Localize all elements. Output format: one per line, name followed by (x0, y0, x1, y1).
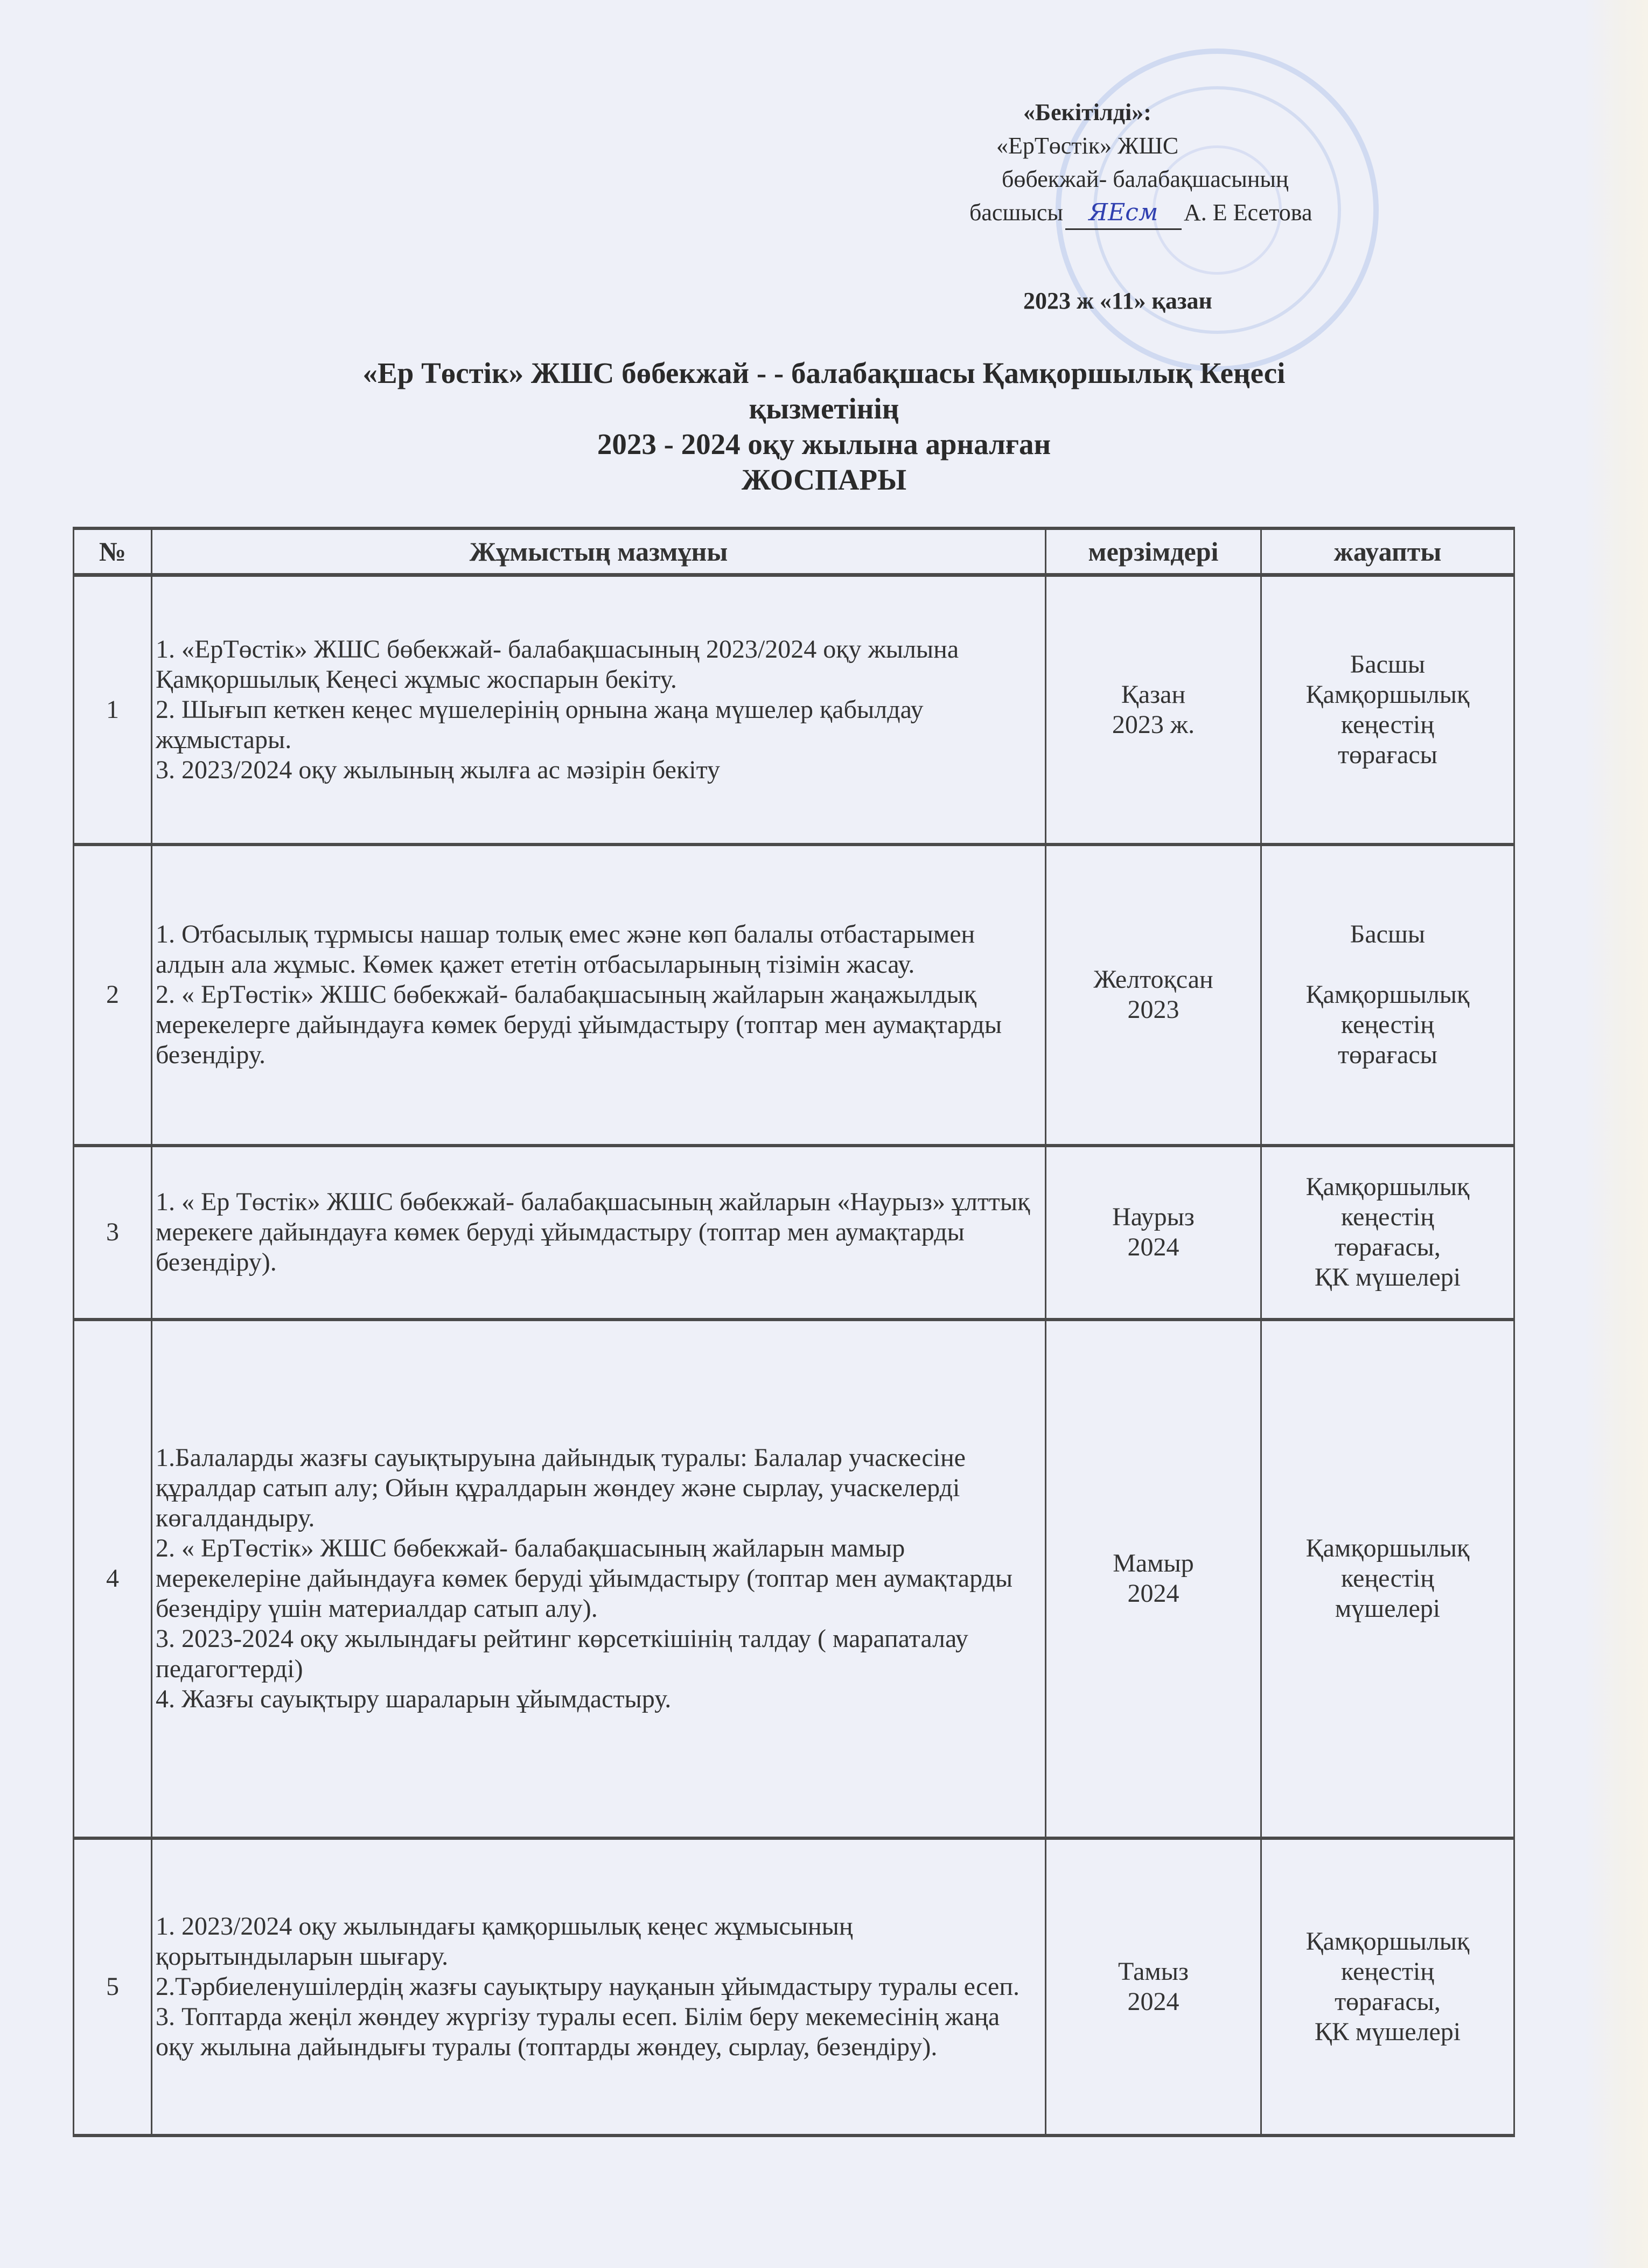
content-item: 2.Тәрбиеленушілердің жазғы сауықтыру науқанын ұйымдастыру туралы есеп. (156, 1972, 1020, 2001)
approval-org-2: бөбекжай- балабақшасының (1002, 166, 1289, 192)
row-num: 3 (74, 1146, 152, 1320)
header-responsible: жауапты (1261, 528, 1514, 575)
row-deadline (1046, 1146, 1261, 1320)
content-item: 1. 2023/2024 оқу жылындағы қамқоршылық кеңес жұмысының қорытындыларын шығару. (156, 1911, 853, 1971)
content-item: 3. Топтарда жеңіл жөндеу жүргізу туралы есеп. Білім беру мекемесінің жаңа оқу жылына дайындығы туралы (топтарды жөндеу, сырлау, безендіру). (156, 2002, 1000, 2061)
table-row (74, 1838, 1514, 2136)
table-row (74, 1320, 1514, 1838)
table-row (74, 845, 1514, 1146)
row-content (152, 1320, 1046, 1838)
deadline-month: Наурыз (1112, 1203, 1195, 1231)
row-responsible (1261, 845, 1514, 1146)
row-deadline (1046, 845, 1261, 1146)
responsible-line: Қамқоршылық (1305, 1927, 1470, 1956)
responsible-line: төрағасы, (1335, 1233, 1441, 1261)
responsible-gap (1265, 950, 1510, 980)
responsible-line: Қамқоршылық (1305, 980, 1470, 1009)
responsible-line: ҚК мүшелері (1314, 2017, 1461, 2046)
responsible-line: мүшелері (1335, 1594, 1441, 1623)
deadline-month: Желтоқсан (1093, 965, 1213, 994)
doc-title-line-2: қызметінің (749, 392, 899, 425)
content-item: 2. Шығып кеткен кеңес мүшелерінің орнына жаңа мүшелер қабылдау жұмыстары. (156, 695, 924, 754)
responsible-line: Қамқоршылық (1305, 1534, 1470, 1562)
row-responsible (1261, 1146, 1514, 1320)
row-num: 1 (74, 575, 152, 845)
responsible-line: Қамқоршылық (1305, 680, 1470, 709)
deadline-year: 2024 (1127, 1233, 1179, 1261)
table-row (74, 575, 1514, 845)
content-item: 2. « ЕрТөстік» ЖШС бөбекжай- балабақшасының жайларын жаңажылдық мерекелерге дайындауға көмек беруді ұйымдастыру (топтар мен аумақтарды безендіру. (156, 980, 1002, 1069)
row-content (152, 845, 1046, 1146)
row-responsible (1261, 1838, 1514, 2136)
responsible-line: ҚК мүшелері (1314, 1263, 1461, 1292)
header-num: № (74, 528, 152, 575)
content-item: 4. Жазғы сауықтыру шараларын ұйымдастыру. (156, 1685, 672, 1713)
header-content: Жұмыстың мазмұны (152, 528, 1046, 575)
deadline-year: 2023 (1127, 995, 1179, 1024)
deadline-month: Тамыз (1118, 1957, 1189, 1986)
content-item: 1. Отбасылық тұрмысы нашар толық емес және көп балалы отбастарымен алдын ала жұмыс. Көмек қажет ететін отбасыларының тізімін жасау. (156, 920, 975, 979)
responsible-line: төрағасы (1338, 740, 1437, 769)
row-content (152, 1146, 1046, 1320)
responsible-line: Қамқоршылық (1305, 1173, 1470, 1201)
row-deadline (1046, 1838, 1261, 2136)
header-deadline: мерзімдері (1046, 528, 1261, 575)
responsible-line: Басшы (1350, 650, 1426, 679)
row-content (152, 1838, 1046, 2136)
deadline-year: 2024 (1127, 1987, 1179, 2016)
signature-field (1065, 197, 1182, 230)
row-responsible (1261, 575, 1514, 845)
row-num: 5 (74, 1838, 152, 2136)
paper-edge (1583, 0, 1648, 2268)
approval-org: «ЕрТөстік» ЖШС (996, 132, 1179, 159)
responsible-line: кеңестің (1341, 1010, 1434, 1039)
content-item: 3. 2023/2024 оқу жылының жылға ас мәзірін бекіту (156, 755, 720, 784)
approval-signature-line (969, 197, 1312, 230)
table-row (74, 1146, 1514, 1320)
plan-table (73, 527, 1515, 2137)
content-item: 1. « Ер Төстік» ЖШС бөбекжай- балабақшасының жайларын «Наурыз» ұлттық мерекеге дайындауға көмек беруді ұйымдастыру (топтар мен аумақтарды безендіру). (156, 1188, 1030, 1276)
row-responsible (1261, 1320, 1514, 1838)
doc-title-line-1: «Ер Төстік» ЖШС бөбекжай - - балабақшасы Қамқоршылық Кеңесі (362, 357, 1286, 389)
responsible-line: кеңестің (1341, 1957, 1434, 1986)
content-item: 2. « ЕрТөстік» ЖШС бөбекжай- балабақшасының жайларын мамыр мерекелеріне дайындауға көмек беруді ұйымдастыру (топтар мен аумақтарды безендіру үшін материалдар сатып алу). (156, 1534, 1013, 1623)
responsible-line: төрағасы, (1335, 1987, 1441, 2016)
doc-title-line-4: ЖОСПАРЫ (741, 463, 907, 496)
doc-title-line-3: 2023 - 2024 оқу жылына арналған (597, 428, 1051, 460)
table-header-row (74, 528, 1514, 575)
approval-position: басшысы (969, 199, 1063, 226)
responsible-line: кеңестің (1341, 710, 1434, 739)
deadline-month: Қазан (1121, 680, 1186, 709)
row-deadline (1046, 575, 1261, 845)
responsible-line: кеңестің (1341, 1203, 1434, 1231)
content-item: 1. «ЕрТөстік» ЖШС бөбекжай- балабақшасының 2023/2024 оқу жылына Қамқоршылық Кеңесі жұмыс жоспарын бекіту. (156, 634, 959, 694)
deadline-year: 2023 ж. (1112, 710, 1195, 739)
responsible-line: төрағасы (1338, 1041, 1437, 1069)
row-num: 2 (74, 845, 152, 1146)
content-item: 3. 2023-2024 оқу жылындағы рейтинг көрсеткішінің талдау ( марапаталау педагогтерді) (156, 1624, 968, 1683)
approval-name: А. Е Есетова (1183, 199, 1312, 226)
row-num: 4 (74, 1320, 152, 1838)
signature: ЯЕсм (1088, 199, 1158, 226)
approval-heading: «Бекітілді»: (1023, 99, 1151, 125)
responsible-line: Басшы (1350, 920, 1426, 948)
content-item: 1.Балаларды жазғы сауықтыруына дайындық туралы: Балалар учаскесіне құралдар сатып алу; Ойын құралдарын жөндеу және сырлау, учаскелерді көгалдандыру. (156, 1443, 966, 1532)
row-content (152, 575, 1046, 845)
deadline-month: Мамыр (1113, 1549, 1194, 1578)
responsible-line: кеңестің (1341, 1564, 1434, 1593)
row-deadline (1046, 1320, 1261, 1838)
deadline-year: 2024 (1127, 1579, 1179, 1608)
approval-date: 2023 ж «11» қазан (1023, 288, 1212, 314)
